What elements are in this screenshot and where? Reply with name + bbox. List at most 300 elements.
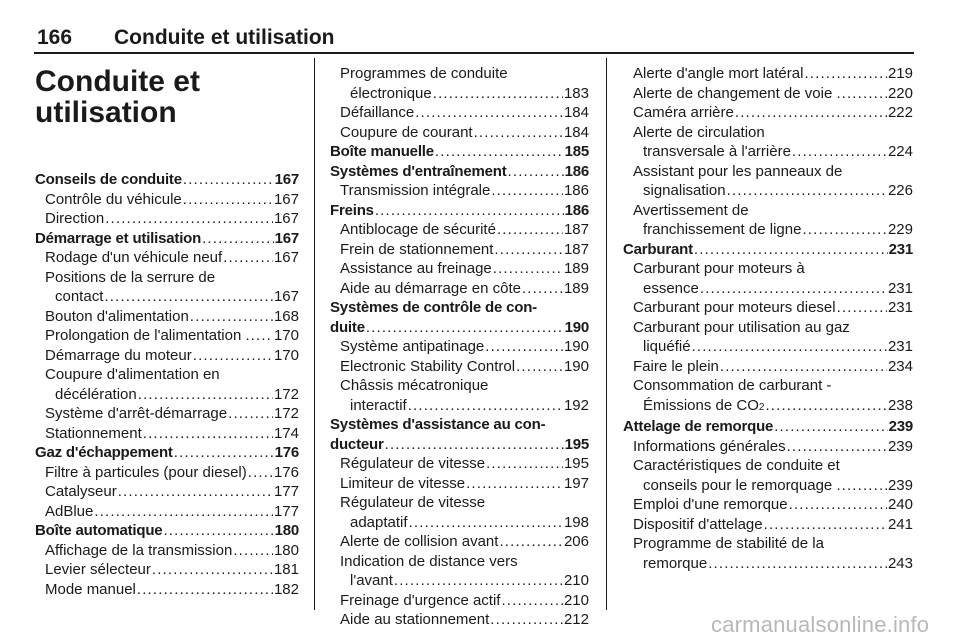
toc-entry-line [340,103,589,123]
dot-leader [735,103,887,123]
toc-entry-line [340,591,589,611]
dot-leader [152,560,273,580]
toc-page-number: 177 [273,483,299,500]
toc-section-entry[interactable] [35,521,299,541]
dot-leader [409,513,563,533]
toc-page-number: 190 [564,318,589,336]
toc-entry-text: Gaz d'échappement [35,444,173,461]
toc-entry-text: Emploi d'une remorque [633,496,788,513]
dot-leader [233,541,273,561]
toc-entry-text: Electronic Stability Control [340,357,516,375]
toc-entry-line [45,248,299,268]
toc-entry-text: Carburant pour moteurs à [633,260,805,277]
toc-entry[interactable] [330,259,589,279]
toc-page-number: 222 [887,104,913,121]
toc-entry-text: Stationnement [45,424,142,442]
toc-entry-line [633,515,913,535]
toc-page-number: 167 [274,171,299,188]
toc-entry[interactable] [35,404,299,424]
toc-page-number: 231 [887,279,913,297]
toc-entry-text: Programme de stabilité de la [633,535,824,552]
toc-entry-line [35,443,299,463]
dot-leader [385,435,564,455]
toc-entry[interactable] [35,560,299,580]
toc-entry-text: Prolongation de l'alimentation . [45,327,250,344]
toc-entry[interactable] [623,123,913,162]
toc-entry-line [633,298,913,318]
toc-entry[interactable] [623,318,913,357]
toc-entry-text: Assistance au freinage [340,260,492,277]
dot-leader [522,279,563,299]
toc-entry-line [633,337,913,357]
dot-leader [774,417,887,437]
toc-page-number: 187 [563,240,589,258]
toc-entry[interactable] [623,298,913,318]
toc-page-number: 172 [273,385,299,403]
toc-section-entry[interactable] [623,417,913,437]
toc-entry-line [633,220,913,240]
toc-page-number: 184 [563,123,589,141]
toc-entry[interactable] [35,209,299,229]
toc-entry[interactable] [330,240,589,260]
toc-page-number: 186 [564,162,589,180]
toc-page-number: 238 [887,396,913,414]
toc-entry-text: Assistant pour les panneaux de [633,162,843,180]
toc-page-number: 239 [888,418,913,435]
toc-entry-text: Contrôle du véhicule [45,190,182,208]
toc-entry-line [633,142,913,162]
toc-entry-text: Informations générales [633,437,786,455]
toc-section-entry[interactable] [35,229,299,249]
toc-page-number: 239 [887,476,913,494]
toc-entry[interactable] [330,591,589,611]
toc-section-entry[interactable] [35,443,299,463]
toc-page-number: 241 [887,515,913,533]
toc-page-number: 212 [563,611,589,628]
toc-entry-line [45,209,299,229]
toc-page-number: 190 [563,357,589,375]
toc-page-number: 167 [273,249,299,266]
toc-entry-text: Rodage d'un véhicule neuf [45,249,223,266]
toc-page-number: 210 [563,572,589,589]
toc-entry-text: Aide au démarrage en côte [340,279,521,297]
dot-leader [692,337,887,357]
toc-entry-subscript: 2 [758,401,765,413]
toc-entry[interactable] [623,259,913,298]
dot-leader [787,437,887,457]
toc-entry[interactable] [35,268,299,307]
toc-entry[interactable] [35,190,299,210]
dot-leader [366,318,564,338]
toc-entry-line [35,521,299,541]
dot-leader [804,64,887,84]
toc-page-number: 192 [563,396,589,414]
toc-entry-text: ducteur [330,435,384,453]
toc-entry[interactable] [623,495,913,515]
toc-entry-line [633,279,913,299]
toc-entry-text: Affichage de la transmission [45,541,233,559]
toc-section-entry[interactable] [330,162,589,182]
dot-leader [802,220,887,240]
toc-page-number: 206 [563,533,589,550]
toc-entry-line [340,181,589,201]
toc-entry[interactable] [623,357,913,377]
toc-entry-line [340,337,589,357]
toc-page-number: 170 [273,327,299,344]
toc-entry-text: Alerte de collision avant [340,533,499,550]
toc-page-number: 176 [273,463,299,481]
dot-leader [408,396,563,416]
toc-section-entry[interactable] [330,298,589,337]
toc-entry-text: Carburant [623,240,693,258]
toc-entry-text: Démarrage du moteur [45,346,192,364]
toc-entry[interactable] [35,346,299,366]
toc-entry[interactable] [330,493,589,532]
toc-entry-text: Indication de distance vers [340,552,518,570]
toc-entry-line [45,326,299,346]
toc-entry[interactable] [623,201,913,240]
dot-leader [248,463,273,483]
dot-leader [700,279,887,299]
toc-entry-text: Frein de stationnement [340,240,494,258]
toc-entry-line [45,560,299,580]
toc-entry-line [45,580,299,600]
dot-leader [174,443,274,463]
toc-entry-text: Boîte manuelle [330,143,434,160]
toc-entry-text: Alerte de circulation [633,123,765,141]
toc-entry-line [45,502,299,522]
toc-page-number: 220 [887,84,913,102]
toc-page-number: 182 [273,580,299,598]
toc-entry[interactable] [330,64,589,103]
toc-entry[interactable] [35,307,299,327]
toc-entry-text: adaptatif [350,513,408,531]
toc-entry-line [340,532,589,552]
toc-entry-line [340,123,589,143]
toc-entry-text: Systèmes d'entraînement [330,162,507,180]
toc-entry-text: franchissement de ligne [643,221,802,238]
toc-entry[interactable] [330,376,589,415]
toc-entry-line [633,476,913,496]
toc-page-number: 189 [563,279,589,297]
toc-entry-line [45,385,299,405]
toc-section-entry[interactable] [330,142,589,162]
dot-leader [466,474,563,494]
toc-column-3 [623,64,913,573]
toc-entry-text: Coupure de courant [340,123,473,141]
toc-entry-line [633,396,913,418]
page-number: 166 [37,26,73,49]
dot-leader [137,580,273,600]
toc-entry-line [340,396,589,416]
toc-entry-text: Caméra arrière [633,104,734,121]
toc-entry-line [633,357,913,377]
toc-entry[interactable] [623,103,913,123]
toc-entry-text: Filtre à particules (pour diesel) [45,463,247,481]
toc-page-number: 219 [887,65,913,82]
dot-leader [183,190,273,210]
toc-entry-line [45,287,299,307]
dot-leader [497,220,563,240]
toc-entry-line [633,181,913,201]
toc-entry[interactable] [330,474,589,494]
toc-entry[interactable] [623,84,913,104]
toc-entry[interactable] [35,424,299,444]
toc-page-number: 167 [273,288,299,305]
dot-leader [789,495,887,515]
dot-leader [708,554,887,574]
toc-page-number: 243 [887,554,913,572]
toc-entry[interactable] [35,365,299,404]
toc-entry-line [45,190,299,210]
dot-leader [493,259,563,279]
toc-page-number: 229 [887,221,913,238]
toc-entry-line [340,259,589,279]
toc-page-number: 168 [273,307,299,325]
toc-page-number: 172 [273,405,299,422]
toc-entry-text: Aide au stationnement [340,611,490,628]
toc-page-number: 186 [564,201,589,219]
toc-entry[interactable] [35,482,299,502]
toc-entry-line [45,463,299,483]
toc-entry[interactable] [623,534,913,573]
toc-entry-text: contact [55,288,104,305]
toc-entry-text: Régulateur de vitesse [340,494,486,511]
toc-entry[interactable] [623,515,913,535]
toc-entry-text: Positions de la serrure de [45,268,216,286]
toc-page-number: 176 [274,444,299,461]
column-divider [314,58,315,610]
toc-entry-text: transversale à l'arrière [643,143,791,160]
toc-entry-text: Démarrage et utilisation [35,229,202,247]
toc-page-number: 195 [563,455,589,472]
toc-entry-line [340,240,589,260]
dot-leader [491,181,563,201]
dot-leader [499,532,563,552]
toc-entry[interactable] [330,123,589,143]
toc-page-number: 184 [563,104,589,121]
toc-entry-line [340,84,589,104]
toc-entry-text: Carburant pour moteurs diesel [633,299,836,316]
dot-leader [501,591,563,611]
toc-entry-line [340,357,589,377]
toc-section-entry[interactable] [623,240,913,260]
toc-entry-text: remorque [643,554,708,572]
toc-entry-text: Émissions de CO [643,396,759,414]
toc-entry-text: Bouton d'alimentation [45,307,189,325]
toc-page-number: 187 [563,221,589,238]
toc-page-number: 185 [564,143,589,160]
toc-entry-text: interactif [350,396,407,414]
toc-entry-line [623,417,913,437]
toc-page-number: 167 [273,190,299,208]
toc-page-number: 180 [273,541,299,559]
toc-page-number: 177 [273,502,299,520]
dot-leader [105,209,273,229]
toc-entry[interactable] [330,279,589,299]
watermark-text: carmanualsonline.info [711,612,930,637]
toc-entry-text: Conseils de conduite [35,171,182,188]
toc-entry-line [633,103,913,123]
toc-entry[interactable] [35,580,299,600]
toc-page-number: 234 [887,357,913,375]
toc-entry-line [45,404,299,424]
dot-leader [485,337,563,357]
dot-leader [415,103,563,123]
toc-entry-text: Antiblocage de sécurité [340,221,496,238]
toc-page-number: 189 [563,260,589,277]
toc-entry-text: signalisation [643,182,726,199]
toc-entry-text: Caractéristiques de conduite et [633,457,840,474]
toc-entry-text: liquéfié [643,338,691,355]
toc-entry-line [340,513,589,533]
dot-leader [516,357,563,377]
toc-entry-line [35,170,299,190]
toc-entry[interactable] [623,456,913,495]
toc-entry[interactable] [623,162,913,201]
dot-leader [190,307,273,327]
toc-page-number: 183 [563,84,589,102]
toc-entry-line [633,437,913,457]
toc-page-number: 224 [887,143,913,160]
toc-entry-text: Mode manuel [45,580,136,598]
toc-entry[interactable] [330,454,589,474]
dot-leader [251,326,273,346]
toc-entry[interactable] [330,357,589,377]
dot-leader [837,298,887,318]
dot-leader [183,170,274,190]
toc-entry[interactable] [330,181,589,201]
toc-entry-text: Attelage de remorque [623,418,774,435]
dot-leader [223,248,273,268]
toc-entry-text: Direction [45,210,105,227]
toc-entry-text: décélération [55,385,137,403]
dot-leader [375,201,564,221]
toc-page-number: 195 [564,435,589,453]
toc-section-entry[interactable] [330,415,589,454]
toc-entry-text: l'avant [350,572,393,589]
toc-entry[interactable] [35,326,299,346]
toc-entry[interactable] [330,337,589,357]
toc-entry-text: Système antipatinage [340,338,485,355]
toc-entry-text: Faire le plein [633,357,719,375]
toc-entry-text: Catalyseur [45,483,117,500]
toc-entry-text: électronique [350,84,432,102]
toc-page-number: 197 [563,474,589,492]
column-divider [606,58,607,610]
toc-entry-line [340,454,589,474]
dot-leader [694,240,888,260]
toc-entry-text: conseils pour le remorquage . [643,476,841,494]
dot-leader [163,521,273,541]
toc-entry-line [633,495,913,515]
dot-leader [765,396,887,416]
toc-entry-text: Programmes de conduite [340,65,508,82]
toc-page-number: 167 [274,229,299,247]
toc-entry[interactable] [35,248,299,268]
toc-entry-text: Châssis mécatronique [340,377,489,394]
toc-entry[interactable] [35,541,299,561]
chapter-title: Conduite et utilisation [35,65,200,129]
page-header [34,0,914,54]
toc-entry-line [330,142,589,162]
toc-entry-text: Consommation de carburant - [633,377,832,394]
toc-entry[interactable] [35,463,299,483]
toc-entry-line [633,64,913,84]
toc-entry-text: Transmission intégrale [340,182,491,199]
toc-entry-text: Boîte automatique [35,522,163,539]
toc-section-entry[interactable] [330,201,589,221]
dot-leader [508,162,564,182]
toc-entry[interactable] [35,502,299,522]
dot-leader [202,229,273,249]
toc-entry-line [45,307,299,327]
toc-page-number: 174 [273,424,299,442]
toc-entry-line [340,279,589,299]
dot-leader [228,404,273,424]
dot-leader [394,571,563,591]
toc-entry-text: AdBlue [45,502,94,520]
dot-leader [474,123,563,143]
toc-entry-line [35,229,299,249]
toc-page-number: 180 [274,522,299,539]
toc-entry-text: Freinage d'urgence actif [340,591,501,609]
dot-leader [792,142,887,162]
toc-entry[interactable] [330,103,589,123]
toc-page-number: 198 [563,513,589,531]
toc-page-number: 231 [887,338,913,355]
toc-entry-text: Système d'arrêt-démarrage [45,405,228,422]
toc-entry[interactable] [330,610,589,630]
toc-entry-text: Freins [330,201,374,219]
dot-leader [490,610,563,630]
toc-column-1 [35,64,299,599]
toc-entry-text: Carburant pour utilisation au gaz [633,318,850,336]
toc-entry[interactable] [330,220,589,240]
toc-entry[interactable] [623,376,913,417]
running-title: Conduite et utilisation [114,26,335,49]
toc-entry-text: Systèmes d'assistance au con- [330,416,546,433]
toc-entry-text: Levier sélecteur [45,561,151,578]
toc-page-number: 240 [887,496,913,513]
toc-entry-line [340,571,589,591]
dot-leader [433,84,563,104]
toc-entry-text: Défaillance [340,104,415,121]
toc-entry-text: Coupure d'alimentation en [45,366,220,383]
dot-leader [842,476,887,496]
dot-leader [720,357,887,377]
toc-entry-text: essence [643,279,699,297]
toc-entry-text: Systèmes de contrôle de con- [330,299,537,316]
toc-entry-line [45,482,299,502]
dot-leader [727,181,887,201]
toc-section-entry[interactable] [35,170,299,190]
toc-entry[interactable] [623,64,913,84]
toc-entry[interactable] [330,532,589,552]
toc-entry-text: Régulateur de vitesse [340,455,486,472]
toc-entry[interactable] [623,437,913,457]
dot-leader [494,240,563,260]
dot-leader [842,84,887,104]
toc-entry-line [623,240,913,260]
dot-leader [138,385,273,405]
toc-column-2 [330,64,589,630]
dot-leader [435,142,564,162]
toc-entry[interactable] [330,552,589,591]
toc-entry-text: Limiteur de vitesse [340,474,466,492]
toc-page-number: 186 [563,182,589,199]
toc-entry-line [330,435,589,455]
